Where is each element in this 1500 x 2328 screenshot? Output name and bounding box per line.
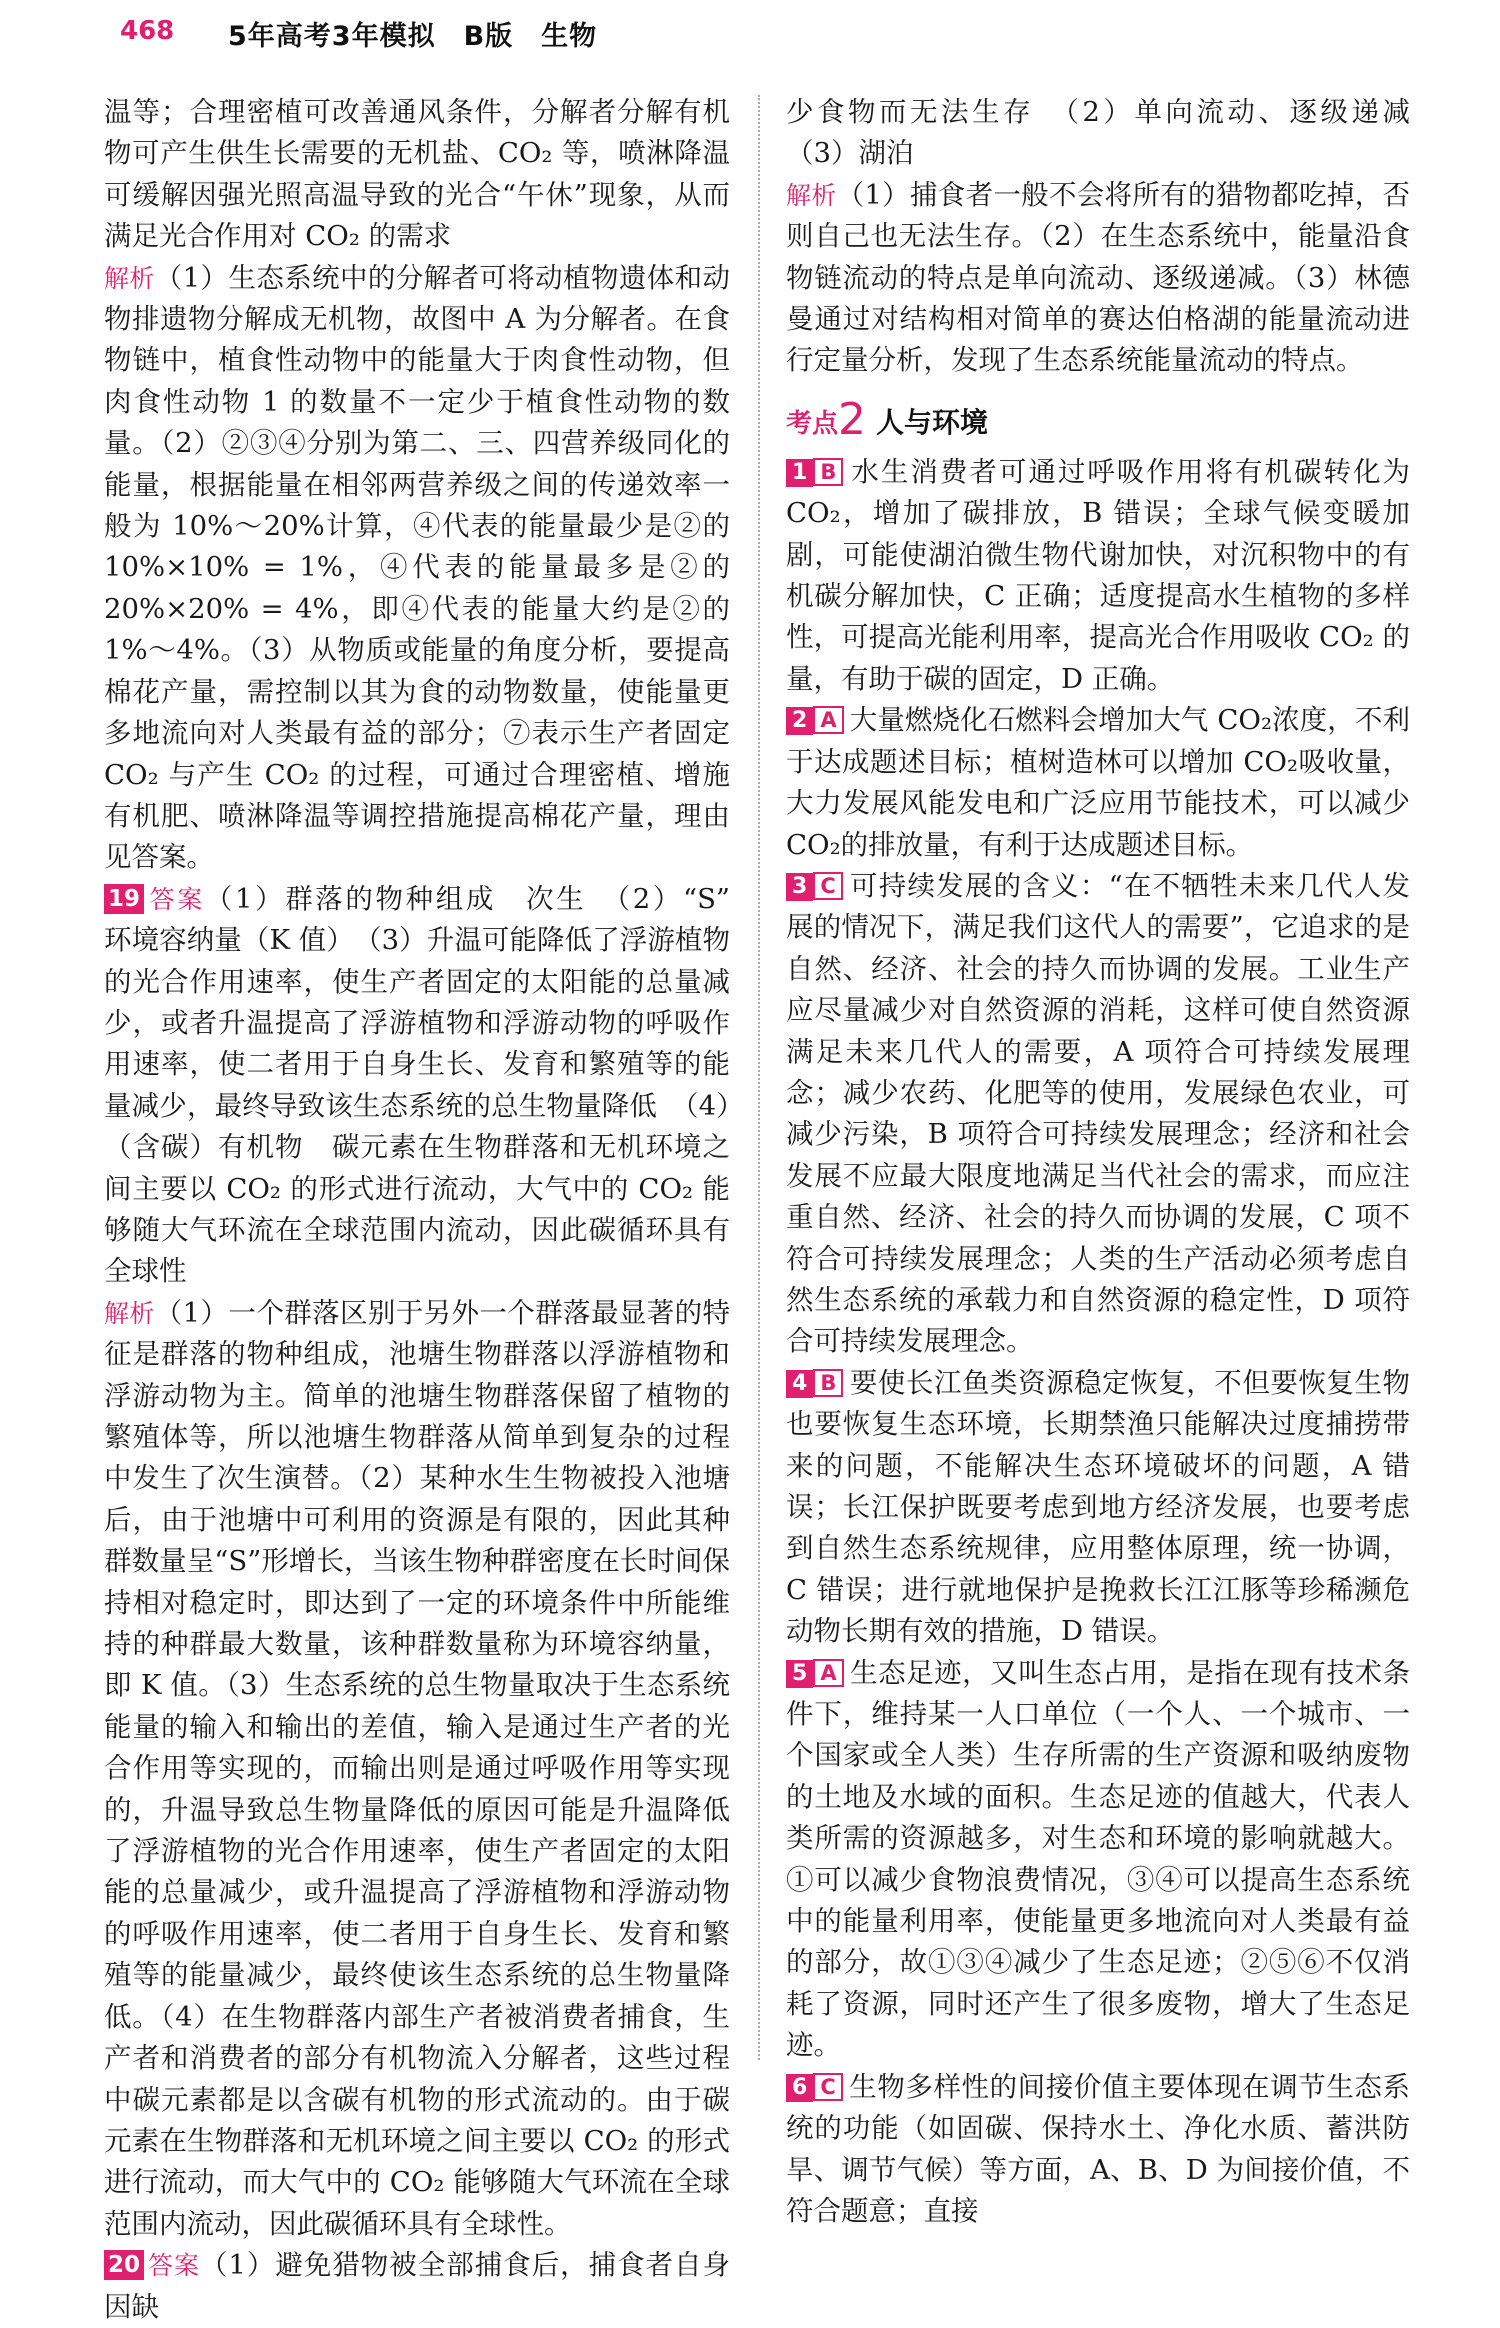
question-number: 20: [104, 2250, 144, 2280]
answer-label: 答案: [147, 2251, 200, 2281]
answer-letter: C: [813, 2073, 842, 2101]
answer-badge: [786, 2067, 843, 2108]
question-number: 2: [786, 707, 813, 735]
choice-paragraph: [786, 1653, 1410, 2067]
paragraph-text: 生态足迹，又叫生态占用，是指在现有技术条件下，维持某一人口单位（一个人、一个城市、一个国家或全人类）生存所需的生产资源和吸纳废物的土地及水域的面积。生态足迹的值越大，代表人类所需的资源越多，对生态和环境的影响就越大。①可以减少食物浪费情况，③④可以提高生态系统中的能量利用率，使能量更多地流向对人类最有益的部分，故①③④减少了生态足迹；②⑤⑥不仅消耗了资源，同时还产生了很多废物，增大了生态足迹。: [786, 1656, 1410, 2062]
choice-paragraph: [786, 700, 1410, 866]
answer-badge: [786, 1653, 844, 1694]
right-column: [786, 92, 1438, 2232]
answer-paragraph: [104, 879, 758, 1293]
answer-badge: [786, 1363, 843, 1404]
text-paragraph: [104, 92, 730, 258]
answer-paragraph: [104, 2245, 730, 2328]
analysis-label: 解析: [104, 263, 155, 293]
paragraph-text: （1）捕食者一般不会将所有的猎物都吃掉，否则自己也无法生存。（2）在生态系统中，能量沿食物链流动的特点是单向流动、逐级递减。（3）林德曼通过对结构相对简单的赛达伯格湖的能量流动进行定量分析，发现了生态系统能量流动的特点。: [786, 178, 1410, 377]
question-number: 19: [104, 884, 144, 914]
paragraph-text: （1）一个群落区别于另外一个群落最显著的特征是群落的物种组成，池塘生物群落以浮游植物和浮游动物为主。简单的池塘生物群落保留了植物的繁殖体等，所以池塘生物群落从简单到复杂的过程中发生了次生演替。（2）某种水生生物被投入池塘后，由于池塘中可利用的资源是有限的，因此其种群数量呈“S”形增长，当该生物种群密度在长时间保持相对稳定时，即达到了一定的环境条件中所能维持的种群最大数量，该种群数量称为环境容纳量，即 K 值。（3）生态系统的总生物量取决于生态系统能量的输入和输出的差值，输入是通过生产者的光合作用等实现的，而输出则是通过呼吸作用等实现的，升温导致总生物量降低的原因可能是升温降低了浮游植物的光合作用速率，使生产者固定的太阳能的总量减少，或升温提高了浮游植物和浮游动物的呼吸作用速率，使二者用于自身生长、发育和繁殖等的能量减少，最终使该生态系统的总生物量降低。（4）在生物群落内部生产者被消费者捕食，生产者和消费者的部分有机物流入分解者，这些过程中碳元素都是以含碳有机物的形式流动的。由于碳元素在生物群落和无机环境之间主要以 CO₂ 的形式进行流动，而大气中的 CO₂ 能够随大气环流在全球范围内流动，因此碳循环具有全球性。: [104, 1296, 730, 2240]
choice-paragraph: [786, 2067, 1410, 2233]
book-title: 5年高考3年模拟 B版 生物: [228, 21, 598, 52]
left-column: [104, 92, 758, 2328]
paragraph-text: （1）群落的物种组成 次生 （2）“S” 环境容纳量（K 值） （3）升温可能降低了浮游植物的光合作用速率，使生产者固定的太阳能的总量减少，或者升温提高了浮游植物和浮游动物的呼吸作用速率，使二者用于自身生长、发育和繁殖等的能量减少，最终导致该生态系统的总生物量降低 （4）（含碳）有机物 碳元素在生物群落和无机环境之间主要以 CO₂ 的形式进行流动，大气中的 CO₂ 能够随大气环流在全球范围内流动，因此碳循环具有全球性: [104, 882, 758, 1288]
question-number: 4: [786, 1370, 813, 1398]
paragraph-text: 生物多样性的间接价值主要体现在调节生态系统的功能（如固碳、保持水土、净化水质、蓄洪防旱、调节气候）等方面，A、B、D 为间接价值，不符合题意；直接: [786, 2070, 1410, 2227]
choice-paragraph: [786, 866, 1410, 1363]
question-number: 1: [786, 459, 813, 487]
answer-letter: A: [813, 1659, 843, 1687]
answer-badge: [786, 866, 843, 907]
analysis-label: 解析: [104, 1298, 155, 1328]
answer-letter: B: [813, 1369, 843, 1397]
text-paragraph: [786, 92, 1438, 175]
section-heading: [786, 393, 1410, 446]
analysis-label: 解析: [786, 180, 837, 210]
answer-letter: C: [813, 872, 842, 900]
answer-letter: B: [813, 458, 843, 486]
answer-badge: [786, 452, 843, 493]
paragraph-text: （1）避免猎物被全部捕食后，捕食者自身因缺: [104, 2249, 730, 2323]
paragraph-text: 少食物而无法生存 （2）单向流动、逐级递减 （3）湖泊: [786, 96, 1438, 170]
page-number: 468: [120, 16, 175, 46]
analysis-paragraph: [786, 175, 1410, 382]
question-number: 5: [786, 1660, 813, 1688]
paragraph-text: 温等；合理密植可改善通风条件，分解者分解有机物可产生供生长需要的无机盐、CO₂ 等，喷淋降温可缓解因强光照高温导致的光合“午休”现象，从而满足光合作用对 CO₂ 的需求: [104, 96, 730, 253]
analysis-paragraph: [104, 258, 730, 879]
answer-badge: [786, 700, 844, 741]
question-number: 6: [786, 2074, 813, 2102]
choice-paragraph: [786, 1363, 1410, 1653]
paragraph-text: （1）生态系统中的分解者可将动植物遗体和动物排遗物分解成无机物，故图中 A 为分解者。在食物链中，植食性动物中的能量大于肉食性动物，但肉食性动物 1 的数量不一定少于植食性动物的数量。（2）②③④分别为第二、三、四营养级同化的能量，根据能量在相邻两营养级之间的传递效率一般为 10%～20%计算，④代表的能量最少是②的 10%×10% = 1%，④代表的能量最多是②的 20%×20% = 4%，即④代表的能量大约是②的 1%～4%。（3）从物质或能量的角度分析，要提高棉花产量，需控制以其为食的动物数量，使能量更多地流向对人类最有益的部分；⑦表示生产者固定 CO₂ 与产生 CO₂ 的过程，可通过合理密植、增施有机肥、喷淋降温等调控措施提高棉花产量，理由见答案。: [104, 261, 730, 874]
column-divider: [758, 95, 760, 2060]
paragraph-text: 大量燃烧化石燃料会增加大气 CO₂浓度，不利于达成题述目标；植树造林可以增加 CO₂吸收量，大力发展风能发电和广泛应用节能技术，可以减少 CO₂的排放量，有利于达成题述目标。: [786, 704, 1410, 861]
section-number: 2: [838, 393, 867, 445]
analysis-paragraph: [104, 1293, 730, 2245]
page-header: [0, 0, 1500, 62]
choice-paragraph: [786, 452, 1410, 700]
question-number: 3: [786, 873, 813, 901]
paragraph-text: 可持续发展的含义：“在不牺牲未来几代人发展的情况下，满足我们这代人的需要”，它追求的是自然、经济、社会的持久而协调的发展。工业生产应尽量减少对自然资源的消耗，这样可使自然资源满足未来几代人的需要，A 项符合可持续发展理念；减少农药、化肥等的使用，发展绿色农业，可减少污染，B 项符合可持续发展理念；经济和社会发展不应最大限度地满足当代社会的需求，而应注重自然、经济、社会的持久而协调的发展，C 项不符合可持续发展理念；人类的生产活动必须考虑自然生态系统的承载力和自然资源的稳定性，D 项符合可持续发展理念。: [786, 869, 1410, 1358]
section-title: 人与环境: [876, 405, 989, 439]
paragraph-text: 水生消费者可通过呼吸作用将有机碳转化为 CO₂，增加了碳排放，B 错误；全球气候变暖加剧，可能使湖泊微生物代谢加快，对沉积物中的有机碳分解加快，C 正确；适度提高水生植物的多样性，可提高光能利用率，提高光合作用吸收 CO₂ 的量，有助于碳的固定，D 正确。: [786, 455, 1410, 695]
paragraph-text: 要使长江鱼类资源稳定恢复，不但要恢复生物也要恢复生态环境，长期禁渔只能解决过度捕捞带来的问题，不能解决生态环境破坏的问题，A 错误；长江保护既要考虑到地方经济发展，也要考虑到自然生态系统规律，应用整体原理，统一协调，C 错误；进行就地保护是挽救长江江豚等珍稀濒危动物长期有效的措施，D 错误。: [786, 1366, 1410, 1648]
section-label: 考点: [786, 408, 839, 439]
answer-label: 答案: [147, 884, 205, 914]
answer-letter: A: [813, 706, 843, 734]
